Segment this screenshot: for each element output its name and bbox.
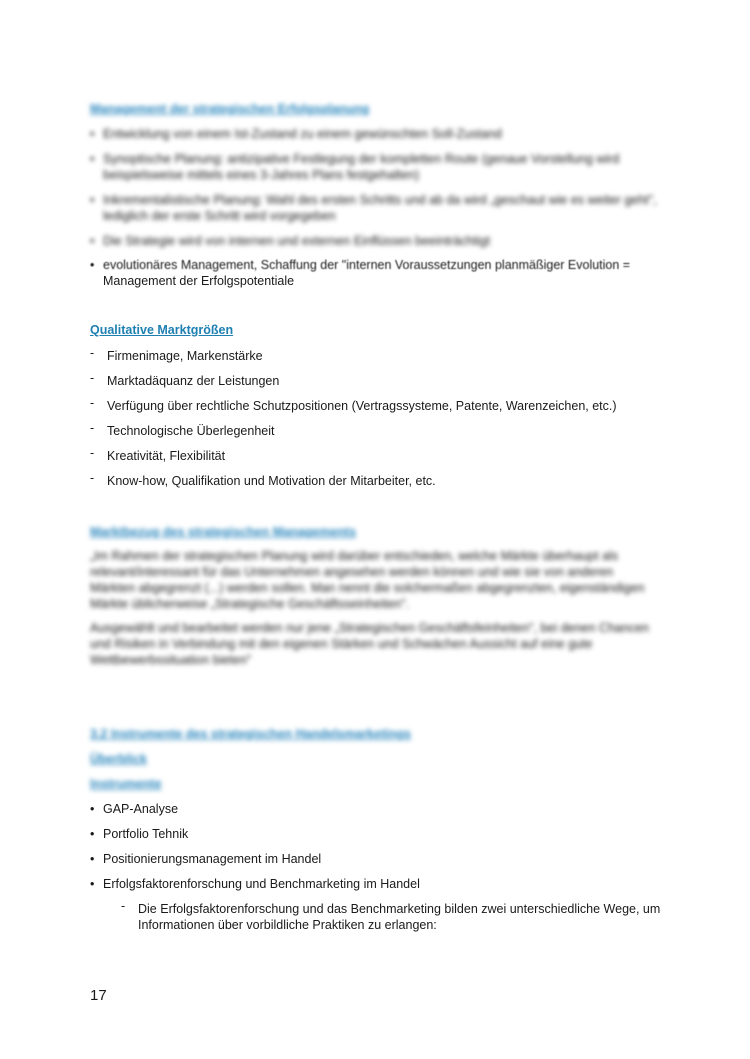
list-item: • Inkrementalistische Planung: Wahl des ersten Schritts und ab da wird „geschaut wie es weiter geht", lediglich der erste Schritt wird vorgegeben [90,193,657,223]
dash-icon: - [90,346,95,360]
subsection-heading: Überblick [90,752,147,766]
list-item-continuation: Management der Erfolgspotentiale [103,274,295,288]
list-item: - Verfügung über rechtliche Schutzpositionen (Vertragssysteme, Patente, Warenzeichen, etc.) [90,396,617,413]
subsection-heading: Instrumente [90,777,162,791]
dash-icon: - [90,371,95,385]
list-item: - Kreativität, Flexibilität [90,446,226,463]
dash-icon: - [90,471,95,485]
list-item: • Erfolgsfaktorenforschung und Benchmarketing im Handel [90,877,420,891]
page-number: 17 [90,987,107,1004]
bullet-icon: • [90,127,95,141]
section-heading: Marktbezug des strategischen Managements [90,525,357,539]
list-item: • Die Strategie wird von internen und externen Einflüssen beeinträchtigt [90,234,491,248]
list-item: • Entwicklung von einem Ist-Zustand zu einem gewünschten Soll-Zustand [90,127,502,141]
list-item: • Portfolio Tehnik [90,827,189,841]
list-item: - Firmenimage, Markenstärke [90,346,263,363]
sub-list-item: - Die Erfolgsfaktorenforschung und das Benchmarketing bilden zwei unterschiedliche Wege, um Informationen über vorbildliche Praktiken zu erlangen: [121,899,661,932]
paragraph: „Im Rahmen der strategischen Planung wird darüber entschieden, welche Märkte überhaupt als relevant/interessant für das Unternehmen angesehen werden können und wie sie von anderen Märkten abgegrenzt (...) werden sollen. Man nennt die solchermaßen abgegrenzten, eigenständigen Märkte üblicherweise „Strategische Geschäftsseinheiten". [90,549,645,611]
section-heading: 3.2 Instrumente des strategischen Handelsmarketings [90,727,411,741]
list-item: - Technologische Überlegenheit [90,421,275,438]
bullet-icon: • [90,193,95,207]
list-item: • GAP-Analyse [90,802,179,816]
list-item: • Positionierungsmanagement im Handel [90,852,322,866]
dash-icon: - [90,421,95,435]
list-item: • evolutionäres Management, Schaffung der "internen Voraussetzungen planmäßiger Evolution = [90,258,631,272]
list-item: - Marktadäquanz der Leistungen [90,371,280,388]
list-item: • Synoptische Planung: antizipative Festlegung der kompletten Route (genaue Vorstellung wird beispielsweise mittels eines 3-Jahres Plans festgehalten) [90,152,620,182]
list-item: - Know-how, Qualifikation und Motivation der Mitarbeiter, etc. [90,471,436,488]
bullet-icon: • [90,234,95,248]
bullet-icon: • [90,877,95,891]
bullet-icon: • [90,827,95,841]
section-heading: Management der strategischen Erfolgsplanung [90,102,370,116]
dash-icon: - [90,446,95,460]
section-heading: Qualitative Marktgrößen [90,323,234,337]
dash-icon: - [121,899,126,913]
bullet-icon: • [90,152,95,166]
paragraph: Ausgewählt und bearbeitet werden nur jene „Strategischen Geschäftsfeinheiten", bei denen Chancen und Risiken in Verbindung mit den eigenen Stärken und Schwächen Aussicht auf eine gute Wettbewerbssituation bieten" [90,621,649,667]
dash-icon: - [90,396,95,410]
bullet-icon: • [90,852,95,866]
bullet-icon: • [90,802,95,816]
bullet-icon: • [90,258,95,272]
